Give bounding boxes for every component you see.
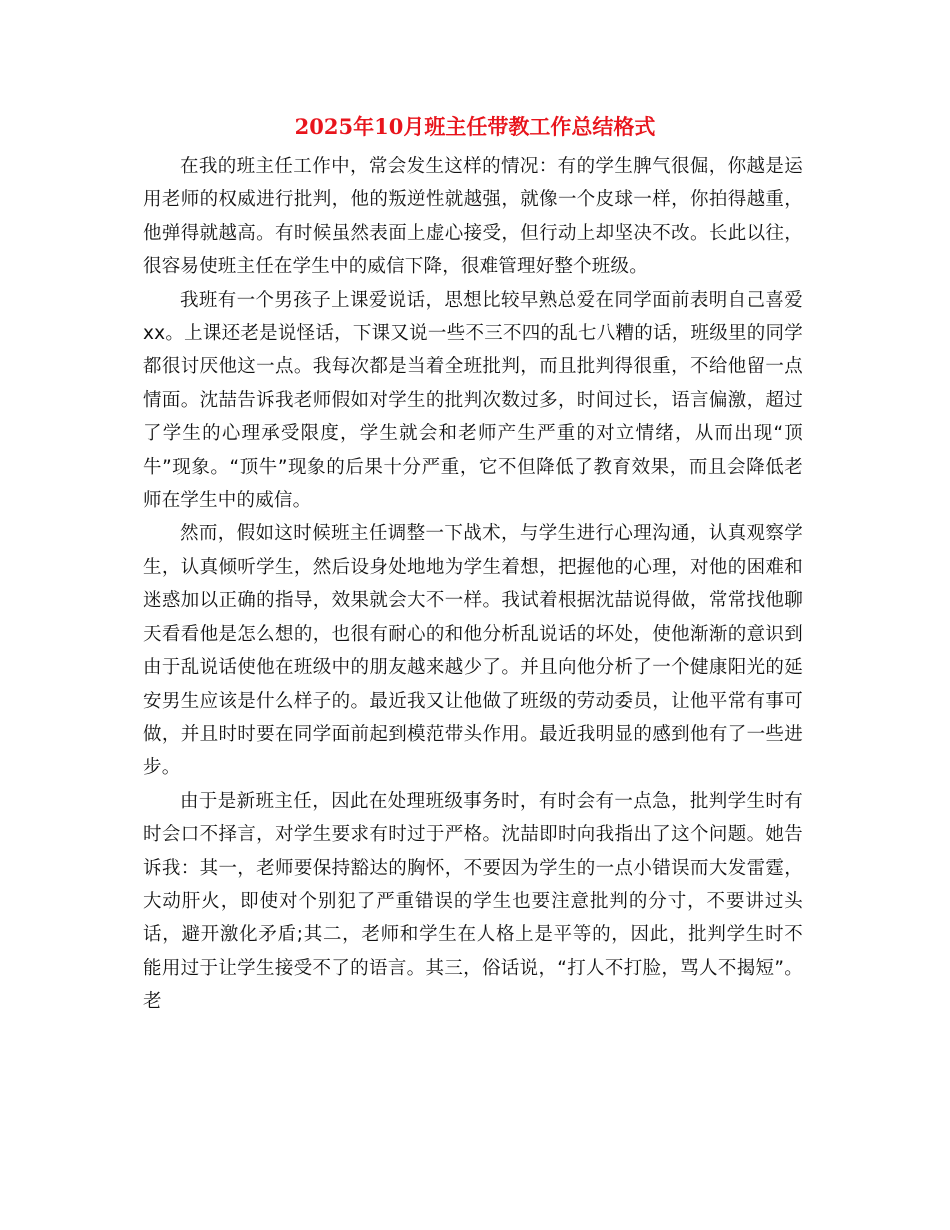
document-title: 2025年10月班主任带教工作总结格式 xyxy=(294,114,656,139)
paragraph-1: 在我的班主任工作中，常会发生这样的情况：有的学生脾气很倔，你越是运用老师的权威进行批判，他的叛逆性就越强，就像一个皮球一样，你拍得越重，他弹得就越高。有时候虽然表面上虚心接受，但行动上却坚决不改。长此以往，很容易使班主任在学生中的威信下降，很难管理好整个班级。 xyxy=(143,156,803,278)
paragraph-2: 我班有一个男孩子上课爱说话，思想比较早熟总爱在同学面前表明自己喜爱xx。上课还老是说怪话，下课又说一些不三不四的乱七八糟的话，班级里的同学都很讨厌他这一点。我每次都是当着全班批判，而且批判得很重，不给他留一点情面。沈喆告诉我老师假如对学生的批判次数过多，时间过长，语言偏激，超过了学生的心理承受限度，学生就会和老师产生严重的对立情绪，从而出现“顶牛”现象。“顶牛”现象的后果十分严重，它不但降低了教育效果，而且会降低老师在学生中的威信。 xyxy=(143,289,803,512)
document-body xyxy=(143,150,803,1019)
paragraph-4: 由于是新班主任，因此在处理班级事务时，有时会有一点急，批判学生时有时会口不择言，对学生要求有时过于严格。沈喆即时向我指出了这个问题。她告诉我：其一，老师要保持豁达的胸怀，不要因为学生的一点小错误而大发雷霆，大动肝火，即使对个别犯了严重错误的学生也要注意批判的分寸，不要讲过头话，避开激化矛盾;其二，老师和学生在人格上是平等的，因此，批判学生时不能用过于让学生接受不了的语言。其三，俗话说，“打人不打脸，骂人不揭短”。老 xyxy=(143,790,803,1013)
paragraph-3: 然而，假如这时候班主任调整一下战术，与学生进行心理沟通，认真观察学生，认真倾听学生，然后设身处地地为学生着想，把握他的心理，对他的困难和迷惑加以正确的指导，效果就会大不一样。我试着根据沈喆说得做，常常找他聊天看看他是怎么想的，也很有耐心的和他分析乱说话的坏处，使他渐渐的意识到由于乱说话使他在班级中的朋友越来越少了。并且向他分析了一个健康阳光的延安男生应该是什么样子的。最近我又让他做了班级的劳动委员，让他平常有事可做，并且时时要在同学面前起到模范带头作用。最近我明显的感到他有了一些进步。 xyxy=(143,523,803,779)
